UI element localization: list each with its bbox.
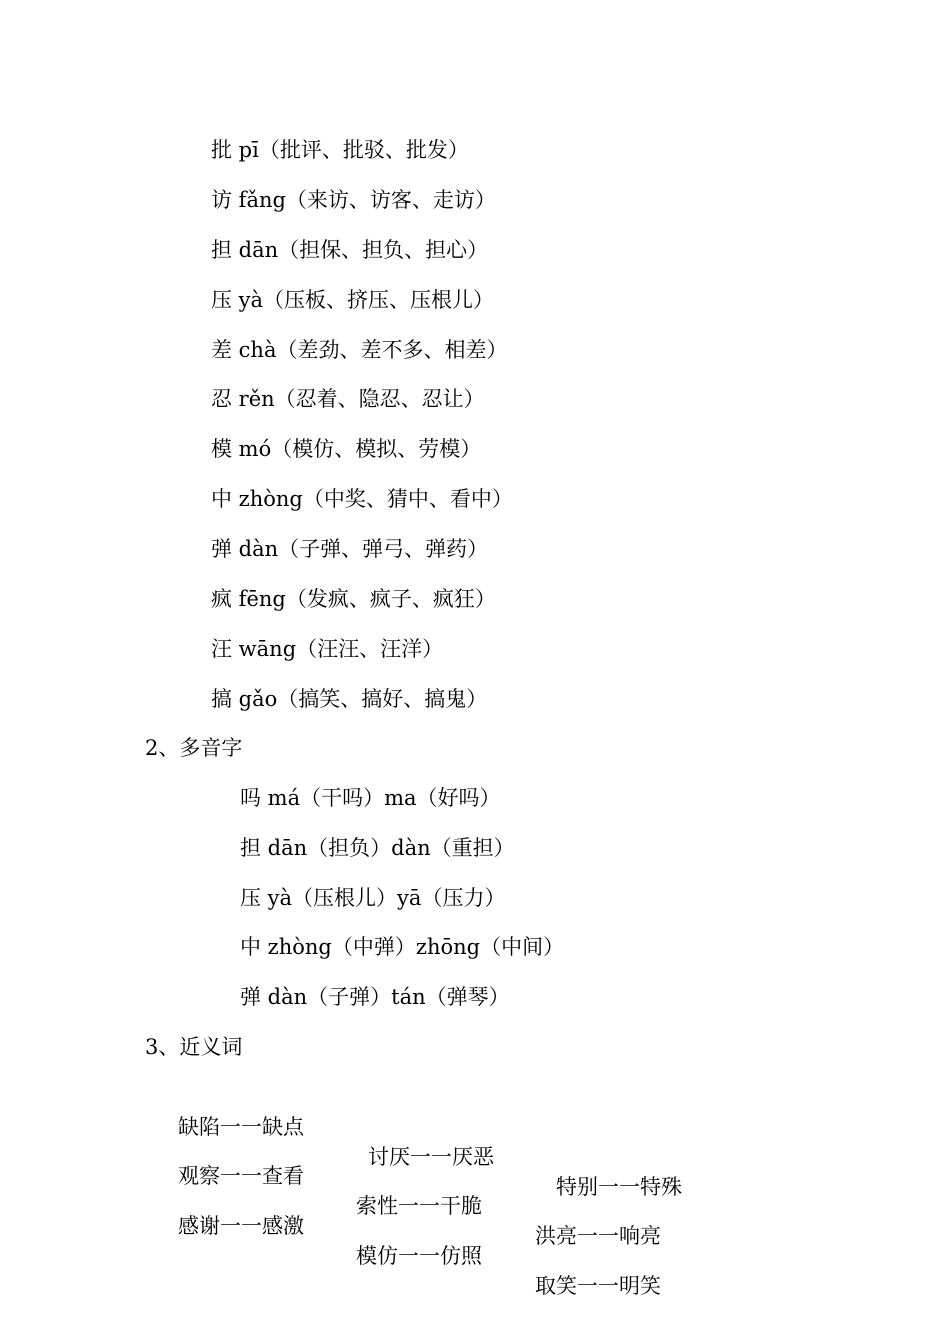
synonym-pair: 感谢一一感激 [178, 1214, 304, 1238]
char-item: 疯 fēng（发疯、疯子、疯狂） [211, 587, 496, 611]
char-item: 搞 gǎo（搞笑、搞好、搞鬼） [211, 687, 488, 711]
polyphone-item: 压 yà（压根儿）yā（压力） [240, 886, 506, 910]
synonym-pair: 缺陷一一缺点 [178, 1115, 304, 1139]
synonym-pair: 特别一一特殊 [556, 1175, 682, 1199]
synonym-row [178, 1181, 878, 1331]
polyphone-item: 吗 má（干吗）ma（好吗） [240, 786, 501, 810]
char-item: 忍 rěn（忍着、隐忍、忍让） [211, 387, 485, 411]
section-heading-synonyms: 3、近义词 [145, 1035, 243, 1059]
char-item: 担 dān（担保、担负、担心） [211, 238, 489, 262]
polyphone-item: 担 dān（担负）dàn（重担） [240, 836, 515, 860]
polyphone-item: 弹 dàn（子弹）tán（弹琴） [240, 985, 510, 1009]
synonym-pair: 观察一一查看 [178, 1164, 304, 1188]
char-item: 中 zhòng（中奖、猜中、看中） [211, 487, 513, 511]
char-item: 差 chà（差劲、差不多、相差） [211, 338, 508, 362]
synonym-pair: 取笑一一明笑 [535, 1274, 661, 1298]
char-item: 弹 dàn（子弹、弹弓、弹药） [211, 537, 489, 561]
synonym-pair: 模仿一一仿照 [356, 1244, 482, 1268]
char-item: 模 mó（模仿、模拟、劳模） [211, 437, 482, 461]
synonym-pair: 洪亮一一响亮 [535, 1224, 661, 1248]
polyphone-item: 中 zhòng（中弹）zhōng（中间） [240, 935, 565, 959]
char-item: 汪 wāng（汪汪、汪洋） [211, 637, 444, 661]
synonym-pair: 讨厌一一厌恶 [368, 1145, 494, 1169]
char-item: 访 fǎng（来访、访客、走访） [211, 188, 496, 212]
char-item: 批 pī（批评、批驳、批发） [211, 138, 469, 162]
section-heading-polyphones: 2、多音字 [145, 736, 243, 760]
synonym-pair: 索性一一干脆 [356, 1194, 482, 1218]
char-item: 压 yà（压板、挤压、压根儿） [211, 288, 495, 312]
